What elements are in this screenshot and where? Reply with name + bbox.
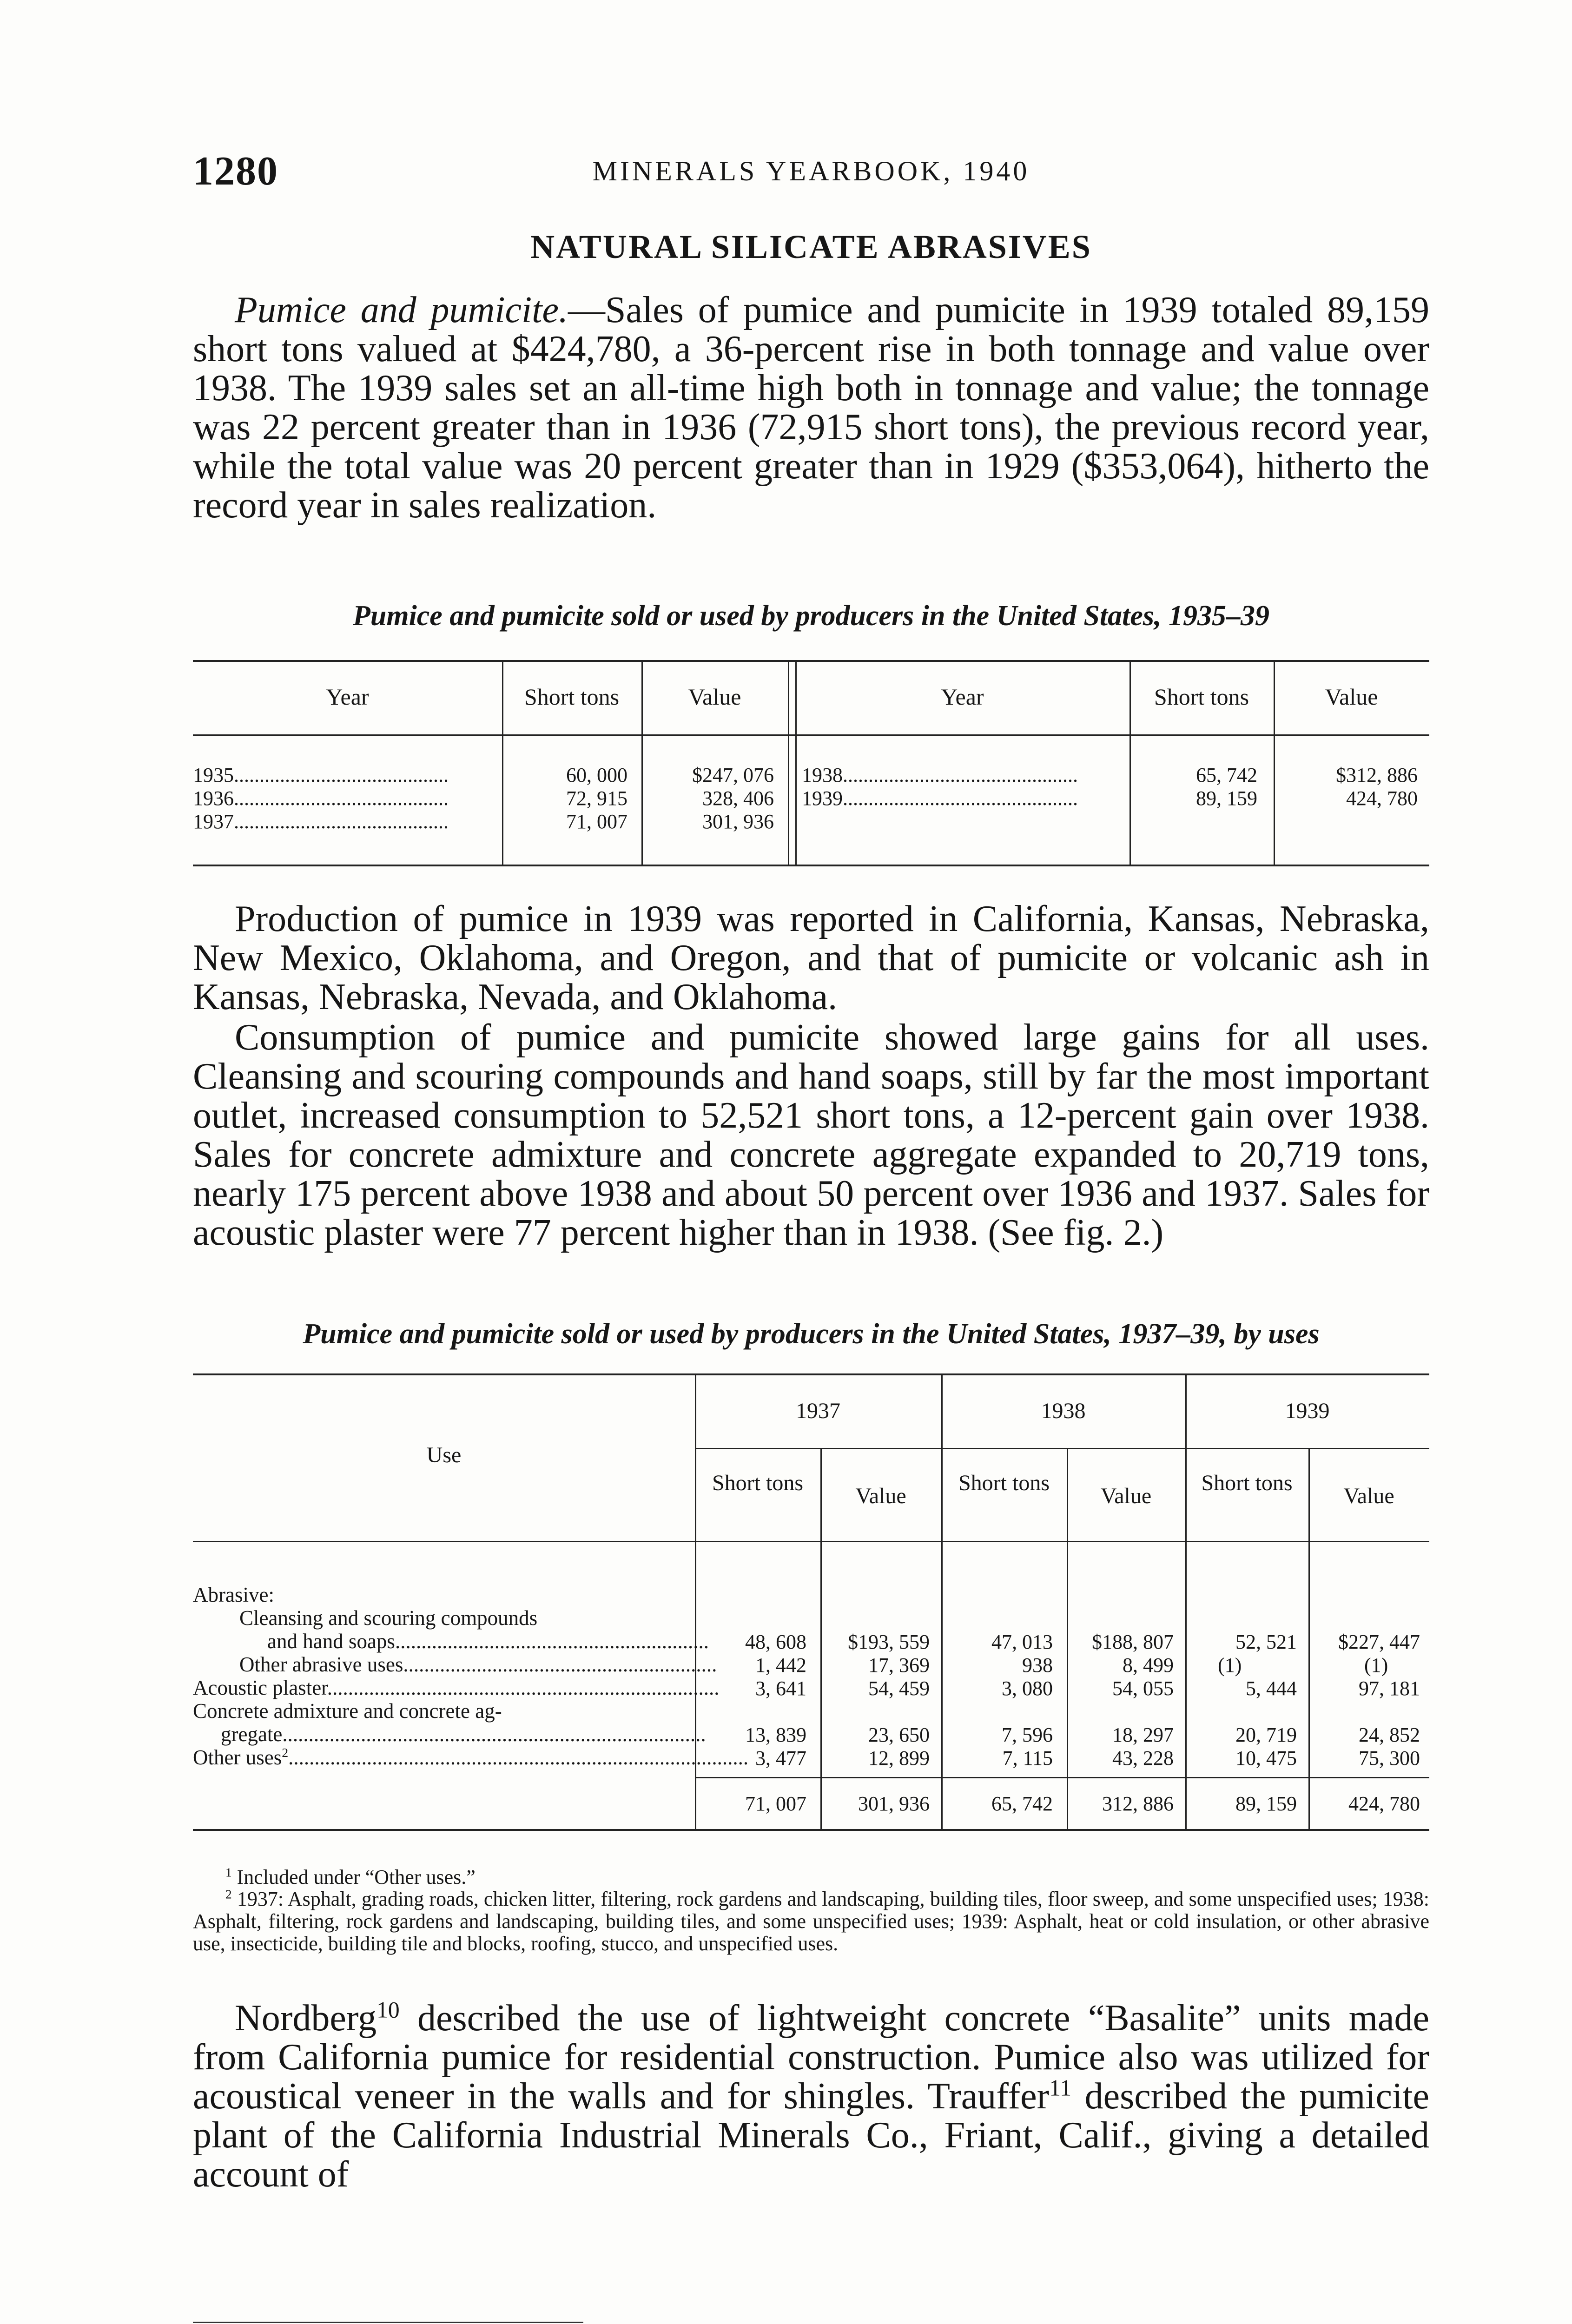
table-footnote-2: $^2$ 1937: Asphalt, grading roads, chicken litter, filtering, rock gardens and landscaping, building tiles, floor sweep, and some unspecified uses; 1938: Asphalt, filtering, rock gardens and landscaping, building tiles, and some unspecified uses; 1939: Asphalt, heat or cold insulation, or other abrasive use, insecticide, building tile and blocks, roofing, stucco, and unspecified uses. (193, 1887, 1430, 1955)
use-label: gregate (221, 1723, 283, 1746)
tons-cell: 20, 719 (1235, 1723, 1297, 1746)
value-cell: 301, 936 (702, 810, 774, 833)
use-label: Cleansing and scouring compounds (239, 1606, 538, 1630)
use-label: Other abrasive uses (239, 1653, 403, 1676)
sales-by-year-table: Year Short tons Value Year Short tons Value 1935.......................................... 60, 000 $247, 076 1936.......................................... 72, 915 328, 406 1937.......................................... 71, 007 301, 936 1938.............................................. 65, 742 $312, 886 1939.............................................. 89, 159 424, 780 (193, 660, 1429, 872)
header-value: Value (855, 1484, 906, 1508)
tons-cell: 3, 080 (1002, 1677, 1053, 1700)
running-title: MINERALS YEARBOOK, 1940 (592, 156, 1030, 186)
tons-cell: 10, 475 (1235, 1747, 1297, 1769)
use-label: Abrasive: (193, 1583, 274, 1606)
header-short-tons: Short tons (1201, 1471, 1293, 1495)
value-cell: 97, 181 (1359, 1677, 1420, 1700)
table-divider (788, 660, 789, 865)
table-rule (193, 660, 1429, 662)
table-rule (695, 1448, 1429, 1449)
use-label: and hand soaps (267, 1630, 395, 1653)
value-cell: $193, 559 (848, 1631, 930, 1653)
tons-cell: 65, 742 (1196, 764, 1257, 786)
tons-cell: 89, 159 (1235, 1792, 1297, 1815)
tons-cell: 60, 000 (566, 764, 627, 786)
table-rule (695, 1777, 1429, 1778)
value-cell: 424, 780 (1346, 787, 1418, 810)
header-value: Value (1343, 1484, 1394, 1508)
paragraph-text: —Sales of pumice and pumicite in 1939 totaled 89,159 short tons valued at $424,780, a 36-percent rise in both tonnage and value over 1938. The 1939 sales set an all-time high both in tonnage and value; the tonnage was 22 percent greater than in 1936 (72,915 short tons), the previous record year, while the total value was 20 percent greater than in 1929 ($353,064), hitherto the record year in sales realization. (193, 290, 1429, 526)
header-year-1938: 1938 (1041, 1399, 1086, 1423)
tons-cell: 7, 596 (1002, 1723, 1053, 1746)
sales-by-use-table: Use 1937 1938 1939 Short tons Value Short tons Value Short tons Value Abrasive: Cleansing and scouring compounds and hand soaps............................................................ Other abrasive uses............................................................ Acoustic plaster........................................................................... Concrete admixture and concrete ag- gregate................................................................................. Other uses$^2$........................................................................................ 48, 608 $193, 559 47, 013 $188, 807 52, 521 $227, 447 1, 442 17, 369 938 8, 499 (1) (1) 3, 641 54, 459 3, 080 54, 055 5, 444 97, 181 13, 839 23, 650 7, 596 18, 297 20, 719 24, 852 3, 477 12, 899 7, 115 43, 228 10, 475 75, 300 71, 007 301, 936 65, 742 312, 886 89, 159 424, 780 (193, 1373, 1429, 1850)
value-cell: 75, 300 (1359, 1747, 1420, 1769)
header-year-1939: 1939 (1285, 1399, 1330, 1423)
value-cell: 24, 852 (1359, 1723, 1420, 1746)
header-year: Year (326, 684, 369, 710)
value-cell: 424, 780 (1348, 1792, 1420, 1815)
page-header (193, 148, 1429, 204)
paragraph-nordberg: Nordberg$^{10}$ described the use of lightweight concrete “Basalite” units made from California pumice for residential construction. Pumice also was utilized for acoustical veneer in the walls and for shingles. Trauffer$^{11}$ described the pumicite plant of the California Industrial Minerals Co., Friant, Calif., giving a detailed account of (193, 1997, 1430, 2195)
header-short-tons: Short tons (958, 1471, 1050, 1495)
table-rule (193, 1541, 1429, 1542)
header-short-tons: Short tons (1154, 684, 1249, 710)
value-cell: $247, 076 (692, 764, 774, 786)
paragraph-consumption: Consumption of pumice and pumicite showed large gains for all uses. Cleansing and scouring compounds and hand soaps, still by far the most important outlet, increased consumption to 52,521 short tons, a 12-percent gain over 1938. Sales for concrete admixture and concrete aggregate expanded to 20,719 tons, nearly 175 percent above 1938 and about 50 percent over 1936 and 1937. Sales for acoustic plaster were 77 percent higher than in 1938. (See fig. 2.) (193, 1017, 1429, 1253)
footnote-divider (193, 2322, 583, 2323)
header-year: Year (941, 684, 984, 710)
value-cell: 43, 228 (1112, 1747, 1174, 1769)
tons-cell: 71, 007 (745, 1792, 806, 1815)
tons-cell: 1, 442 (755, 1654, 806, 1677)
tons-cell: 5, 444 (1246, 1677, 1297, 1700)
table-rule (193, 865, 1429, 866)
table2-caption: Pumice and pumicite sold or used by producers in the United States, 1937–39, by uses (303, 1318, 1320, 1350)
year-cell: 1938 (802, 764, 843, 786)
table-rule (193, 734, 1429, 736)
tons-cell: 72, 915 (566, 787, 627, 810)
tons-cell: 3, 641 (755, 1677, 806, 1700)
tons-cell: 13, 839 (745, 1723, 806, 1746)
value-cell: 12, 899 (868, 1747, 930, 1769)
value-cell: $188, 807 (1092, 1631, 1174, 1653)
value-cell: 54, 055 (1112, 1677, 1174, 1700)
value-cell: $227, 447 (1338, 1631, 1420, 1653)
header-short-tons: Short tons (712, 1471, 804, 1495)
header-year-1937: 1937 (796, 1399, 840, 1423)
table-rule (193, 1829, 1429, 1831)
year-cell: 1939 (802, 787, 843, 810)
tons-cell: 89, 159 (1196, 787, 1257, 810)
tons-cell: 52, 521 (1235, 1631, 1297, 1653)
use-label: Concrete admixture and concrete ag- (193, 1699, 502, 1723)
year-cell: 1935 (193, 764, 234, 786)
header-value: Value (688, 684, 741, 710)
header-value: Value (1100, 1484, 1152, 1508)
footnote-ref: 2 (282, 1746, 289, 1760)
value-cell: 23, 650 (868, 1723, 930, 1746)
year-cell: 1936 (193, 787, 234, 810)
tons-cell: 47, 013 (991, 1631, 1053, 1653)
header-value: Value (1325, 684, 1378, 710)
tons-cell: 48, 608 (745, 1631, 806, 1653)
value-cell: 301, 936 (858, 1792, 930, 1815)
header-use: Use (426, 1443, 462, 1467)
value-cell: 328, 406 (702, 787, 774, 810)
table-footnote-1: $^1$ Included under “Other uses.” (225, 1865, 476, 1888)
paragraph-production: Production of pumice in 1939 was reported in California, Kansas, Nebraska, New Mexico, Oklahoma, and Oregon, and that of pumicite or volcanic ash in Kansas, Nebraska, Nevada, and Oklahoma. (193, 898, 1429, 1017)
value-cell: 17, 369 (868, 1654, 930, 1677)
tons-cell: (1) (1218, 1654, 1242, 1677)
value-cell: (1) (1364, 1654, 1388, 1677)
page-number: 1280 (193, 149, 278, 194)
footnote-ref: 11 (1049, 2075, 1072, 2101)
tons-cell: 938 (1022, 1654, 1053, 1677)
value-cell: 54, 459 (868, 1677, 930, 1700)
paragraph-lead: Pumice and pumicite. (235, 290, 568, 330)
use-label: Acoustic plaster (193, 1676, 327, 1699)
value-cell: 18, 297 (1112, 1723, 1174, 1746)
value-cell: $312, 886 (1336, 764, 1418, 786)
year-cell: 1937 (193, 810, 234, 833)
tons-cell: 65, 742 (991, 1792, 1053, 1815)
use-label: Other uses (193, 1746, 282, 1769)
section-title: NATURAL SILICATE ABRASIVES (530, 228, 1092, 265)
footnote-ref: 10 (376, 1997, 400, 2023)
header-short-tons: Short tons (524, 684, 620, 710)
table-rule (193, 1373, 1429, 1375)
value-cell: 8, 499 (1123, 1654, 1174, 1677)
tons-cell: 71, 007 (566, 810, 627, 833)
table1-caption: Pumice and pumicite sold or used by producers in the United States, 1935–39 (352, 600, 1269, 632)
tons-cell: 3, 477 (755, 1747, 806, 1769)
value-cell: 312, 886 (1102, 1792, 1174, 1815)
paragraph-pumice-intro (193, 290, 1429, 525)
tons-cell: 7, 115 (1002, 1747, 1053, 1769)
